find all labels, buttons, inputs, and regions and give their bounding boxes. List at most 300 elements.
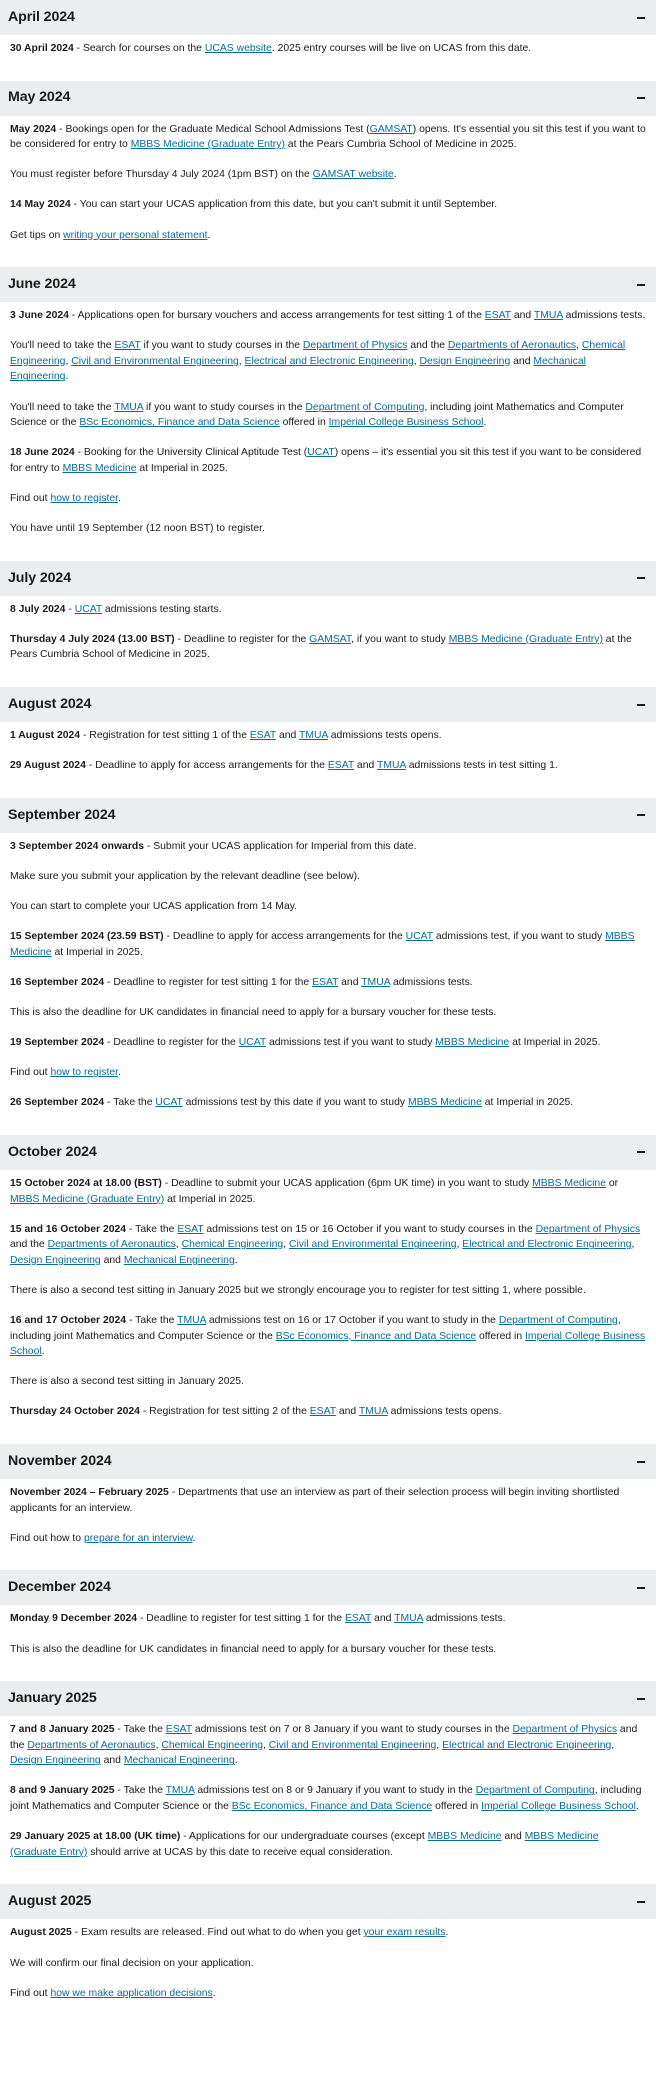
body-text: admissions test if you want to study bbox=[266, 1037, 436, 1049]
body-text: Find out bbox=[10, 1067, 51, 1079]
body-text: and bbox=[335, 1406, 359, 1418]
date-label: Thursday 24 October 2024 bbox=[10, 1406, 140, 1418]
date-label: August 2025 bbox=[10, 1927, 72, 1939]
accordion-header-july-2024[interactable] bbox=[0, 561, 656, 596]
link[interactable]: Department of Computing bbox=[475, 1785, 595, 1797]
date-label: 18 June 2024 bbox=[10, 447, 75, 459]
link[interactable]: Electrical and Electronic Engineering bbox=[442, 1739, 612, 1751]
timeline-entry bbox=[10, 1722, 646, 1769]
section-january-2025 bbox=[0, 1681, 656, 1872]
section-content bbox=[0, 116, 656, 256]
body-text: , bbox=[175, 1239, 182, 1251]
body-text: . bbox=[445, 1927, 449, 1939]
body-text: Get tips on bbox=[10, 229, 64, 241]
timeline-entry bbox=[10, 1222, 646, 1269]
date-label: 26 September 2024 bbox=[10, 1097, 105, 1109]
timeline-entry bbox=[10, 1035, 646, 1051]
section-december-2024 bbox=[0, 1570, 656, 1669]
body-text: , if you want to study bbox=[351, 633, 449, 645]
body-text: - Search for courses on the bbox=[73, 43, 205, 54]
body-text: - Exam results are released. Find out what to do when you get bbox=[71, 1927, 364, 1939]
link[interactable]: Imperial College Business School bbox=[481, 1801, 636, 1813]
timeline-entry bbox=[10, 1065, 646, 1081]
section-october-2024 bbox=[0, 1135, 656, 1432]
body-text: , including joint Mathematics and Computer Science or the bbox=[10, 1315, 621, 1342]
section-content bbox=[0, 722, 656, 786]
link[interactable]: TMUA bbox=[114, 401, 144, 413]
link[interactable]: ESAT bbox=[249, 730, 277, 742]
body-text: This is also the deadline for UK candidates in financial need to apply for a bursary voucher for these tests. bbox=[10, 1643, 497, 1655]
body-text: at Imperial in 2025. bbox=[481, 1097, 574, 1109]
collapse-icon[interactable] bbox=[637, 577, 645, 579]
link[interactable]: TMUA bbox=[533, 310, 563, 322]
collapse-icon[interactable] bbox=[637, 284, 645, 286]
section-title: November 2024 bbox=[8, 1452, 112, 1469]
body-text: . bbox=[212, 1987, 216, 1999]
body-text: . bbox=[234, 1755, 238, 1767]
body-text: - Departments that use an interview as part of their selection process will begin inviting shortlisted applicants for an interview. bbox=[10, 1487, 620, 1514]
body-text: , bbox=[456, 1239, 463, 1251]
body-text: offered in bbox=[476, 1330, 526, 1342]
body-text: admissions test by this date if you want to study bbox=[182, 1097, 408, 1109]
body-text: admissions tests opens. bbox=[327, 730, 442, 742]
link[interactable]: TMUA bbox=[165, 1785, 195, 1797]
timeline-entry bbox=[10, 632, 646, 663]
link[interactable]: ESAT bbox=[114, 340, 141, 352]
timeline-entry bbox=[10, 308, 646, 324]
timeline-entry bbox=[10, 1829, 646, 1860]
date-label: 15 September 2024 (23.59 BST) bbox=[10, 931, 164, 943]
body-text: should arrive at UCAS by this date to receive equal consideration. bbox=[87, 1846, 393, 1858]
timeline-entry bbox=[10, 228, 646, 244]
timeline-entry bbox=[10, 167, 646, 183]
section-content bbox=[0, 596, 656, 675]
link[interactable]: Electrical and Electronic Engineering bbox=[462, 1239, 632, 1251]
body-text: - Applications for our undergraduate courses (except bbox=[180, 1831, 428, 1843]
body-text: . bbox=[118, 493, 121, 505]
body-text: - Take the bbox=[104, 1097, 156, 1109]
link[interactable]: Civil and Environmental Engineering bbox=[268, 1739, 437, 1751]
link[interactable]: Departments of Aeronautics bbox=[27, 1739, 156, 1751]
link[interactable]: GAMSAT bbox=[369, 123, 413, 135]
body-text: , bbox=[155, 1739, 162, 1751]
date-label: 30 April 2024 bbox=[10, 43, 74, 54]
link[interactable]: ESAT bbox=[177, 1223, 204, 1235]
link[interactable]: Design Engineering bbox=[10, 1755, 101, 1767]
section-content bbox=[0, 1605, 656, 1669]
body-text: . 2025 entry courses will be live on UCAS from this date. bbox=[271, 43, 532, 54]
link[interactable]: how to register bbox=[50, 1067, 119, 1079]
section-content bbox=[0, 35, 656, 69]
link[interactable]: MBBS Medicine (Graduate Entry) bbox=[10, 1831, 599, 1858]
body-text: You can start to complete your UCAS application from 14 May. bbox=[10, 901, 298, 913]
timeline-entry bbox=[10, 491, 646, 507]
link[interactable]: TMUA bbox=[361, 976, 391, 988]
link[interactable]: BSc Economics, Finance and Data Science bbox=[79, 417, 280, 429]
link[interactable]: TMUA bbox=[299, 730, 328, 742]
body-text: offered in bbox=[279, 417, 329, 429]
body-text: There is also a second test sitting in January 2025. bbox=[10, 1376, 244, 1388]
section-may-2024 bbox=[0, 81, 656, 256]
body-text: . bbox=[483, 417, 487, 429]
link[interactable]: Imperial College Business School bbox=[328, 417, 484, 429]
body-text: . bbox=[192, 1532, 196, 1544]
body-text: - bbox=[65, 603, 75, 615]
body-text: There is also a second test sitting in January 2025 but we strongly encourage you to register for test sitting 1, where possible. bbox=[10, 1284, 586, 1296]
body-text: . bbox=[118, 1067, 121, 1079]
body-text: - Applications open for bursary vouchers and access arrangements for test sitting 1 of the bbox=[68, 310, 485, 322]
link[interactable]: ESAT bbox=[165, 1724, 192, 1736]
section-april-2024 bbox=[0, 0, 656, 69]
body-text: admissions tests opens. bbox=[387, 1406, 502, 1418]
link[interactable]: MBBS Medicine bbox=[10, 931, 635, 958]
collapse-icon[interactable] bbox=[637, 814, 645, 816]
timeline-entry bbox=[10, 1531, 646, 1547]
section-content bbox=[0, 302, 656, 549]
body-text: at Imperial in 2025. bbox=[509, 1037, 601, 1049]
body-text: , bbox=[631, 1239, 635, 1251]
timeline-entry bbox=[10, 1642, 646, 1658]
link[interactable]: MBBS Medicine (Graduate Entry) bbox=[10, 1193, 165, 1205]
section-august-2024 bbox=[0, 687, 656, 786]
body-text: We will confirm our final decision on your application. bbox=[10, 1957, 254, 1969]
body-text: , bbox=[238, 355, 245, 367]
link[interactable]: MBBS Medicine bbox=[62, 462, 137, 474]
body-text: You'll need to take the bbox=[10, 340, 115, 352]
body-text: - Registration for test sitting 1 of the bbox=[80, 730, 250, 742]
link[interactable]: MBBS Medicine bbox=[427, 1831, 502, 1843]
link[interactable]: ESAT bbox=[344, 1613, 372, 1625]
body-text: , bbox=[576, 340, 582, 352]
body-text: . bbox=[393, 169, 397, 181]
timeline-entry bbox=[10, 728, 646, 744]
timeline-entry bbox=[10, 445, 646, 476]
body-text: - Take the bbox=[126, 1223, 178, 1235]
section-content bbox=[0, 1716, 656, 1872]
body-text: if you want to study courses in the bbox=[143, 401, 306, 413]
body-text: You have until 19 September (12 noon BST) to register. bbox=[10, 523, 265, 535]
body-text: - Deadline to apply for access arrangements for the bbox=[163, 931, 406, 943]
body-text: - Deadline to submit your UCAS application (6pm UK time) in you want to study bbox=[161, 1177, 533, 1189]
body-text: - Deadline to register for the bbox=[104, 1037, 239, 1049]
link[interactable]: Civil and Environmental Engineering bbox=[71, 355, 239, 367]
section-title: August 2024 bbox=[8, 695, 92, 712]
body-text: admissions tests. bbox=[390, 976, 473, 988]
timeline-entry bbox=[10, 122, 646, 153]
link[interactable]: MBBS Medicine (Graduate Entry) bbox=[130, 139, 285, 151]
timeline-entry bbox=[10, 758, 646, 774]
date-label: 29 January 2025 at 18.00 (UK time) bbox=[10, 1831, 181, 1843]
body-text: and the bbox=[10, 1239, 48, 1251]
body-text: and the bbox=[10, 1724, 638, 1751]
timeline-entry bbox=[10, 1283, 646, 1299]
body-text: or bbox=[606, 1177, 619, 1189]
timeline-entry bbox=[10, 197, 646, 213]
date-label: 16 September 2024 bbox=[10, 976, 105, 988]
accordion-header-may-2024[interactable] bbox=[0, 81, 656, 116]
link[interactable]: UCAT bbox=[238, 1037, 267, 1049]
body-text: Find out bbox=[10, 493, 51, 505]
body-text: ) opens. It's essential you sit this test if you want to be considered for entry to bbox=[10, 123, 646, 151]
accordion-header-november-2024[interactable] bbox=[0, 1444, 656, 1479]
collapse-icon[interactable] bbox=[637, 1901, 645, 1903]
body-text: , bbox=[263, 1739, 269, 1751]
timeline-entry bbox=[10, 899, 646, 915]
date-label: 29 August 2024 bbox=[10, 760, 86, 772]
timeline-entry bbox=[10, 1176, 646, 1207]
body-text: and the bbox=[407, 340, 448, 352]
body-text: and bbox=[354, 760, 377, 772]
body-text: and bbox=[371, 1613, 395, 1625]
date-label: 3 June 2024 bbox=[10, 310, 69, 322]
link[interactable]: TMUA bbox=[358, 1406, 388, 1418]
link[interactable]: MBBS Medicine bbox=[407, 1097, 482, 1109]
section-content bbox=[0, 1170, 656, 1432]
body-text: - Take the bbox=[126, 1315, 178, 1327]
link[interactable]: MBBS Medicine (Graduate Entry) bbox=[448, 633, 603, 645]
body-text: offered in bbox=[432, 1801, 482, 1813]
link[interactable]: Imperial College Business School bbox=[10, 1330, 646, 1358]
link[interactable]: GAMSAT website bbox=[312, 169, 394, 181]
link[interactable]: Department of Physics bbox=[512, 1724, 618, 1736]
section-title: October 2024 bbox=[8, 1143, 97, 1160]
date-label: 15 and 16 October 2024 bbox=[10, 1223, 127, 1235]
section-title: August 2025 bbox=[8, 1893, 92, 1910]
section-title: January 2025 bbox=[8, 1689, 97, 1706]
date-label: 16 and 17 October 2024 bbox=[10, 1315, 127, 1327]
timeline-entry bbox=[10, 1986, 646, 2002]
body-text: admissions testing starts. bbox=[102, 603, 222, 615]
body-text: - Deadline to register for the bbox=[174, 633, 310, 645]
link[interactable]: ESAT bbox=[309, 1406, 336, 1418]
date-label: 14 May 2024 bbox=[10, 199, 71, 211]
body-text: . bbox=[635, 1801, 639, 1813]
link[interactable]: Design Engineering bbox=[419, 355, 511, 367]
body-text: , bbox=[436, 1739, 443, 1751]
link[interactable]: Department of Computing bbox=[305, 401, 425, 413]
date-label: Monday 9 December 2024 bbox=[10, 1613, 138, 1625]
link[interactable]: writing your personal statement bbox=[63, 229, 208, 241]
section-title: May 2024 bbox=[8, 89, 71, 106]
date-label: Thursday 4 July 2024 (13.00 BST) bbox=[10, 633, 175, 645]
timeline-entry bbox=[10, 338, 646, 385]
link[interactable]: ESAT bbox=[327, 760, 355, 772]
section-title: September 2024 bbox=[8, 806, 116, 823]
section-title: June 2024 bbox=[8, 276, 76, 292]
body-text: This is also the deadline for UK candidates in financial need to apply for a bursary voucher for these tests. bbox=[10, 1006, 497, 1018]
body-text: - Deadline to apply for access arrangements for the bbox=[85, 760, 328, 772]
timeline-entry bbox=[10, 1404, 646, 1420]
accordion-header-december-2024[interactable] bbox=[0, 1570, 656, 1605]
accordion-header-june-2024[interactable] bbox=[0, 267, 656, 302]
body-text: at Imperial in 2025. bbox=[164, 1193, 256, 1205]
section-title: December 2024 bbox=[8, 1579, 111, 1596]
link[interactable]: GAMSAT bbox=[309, 633, 352, 645]
accordion-header-october-2024[interactable] bbox=[0, 1135, 656, 1170]
link[interactable]: Department of Physics bbox=[535, 1223, 641, 1235]
timeline-entry bbox=[10, 975, 646, 991]
body-text: . bbox=[65, 371, 69, 383]
link[interactable]: how to register bbox=[50, 493, 119, 505]
link[interactable]: Mechanical Engineering bbox=[123, 1254, 235, 1266]
link[interactable]: TMUA bbox=[177, 1315, 206, 1327]
timeline-entry bbox=[10, 1956, 646, 1972]
link[interactable]: Departments of Aeronautics bbox=[47, 1239, 176, 1251]
body-text: , including joint Mathematics and Computer Science or the bbox=[10, 1785, 642, 1813]
date-label: 19 September 2024 bbox=[10, 1037, 105, 1049]
body-text: and bbox=[510, 310, 534, 322]
date-label: 3 September 2024 onwards bbox=[10, 840, 144, 852]
timeline-entry bbox=[10, 929, 646, 960]
collapse-icon[interactable] bbox=[637, 704, 645, 706]
section-content bbox=[0, 833, 656, 1123]
body-text: and bbox=[338, 976, 362, 988]
body-text: admissions test, if you want to study bbox=[432, 931, 606, 943]
body-text: and bbox=[276, 730, 299, 742]
body-text: - Registration for test sitting 2 of the bbox=[139, 1406, 310, 1418]
timeline-entry bbox=[10, 1095, 646, 1111]
body-text: You must register before Thursday 4 July 2024 (1pm BST) on the bbox=[10, 169, 313, 181]
body-text: Find out how to bbox=[10, 1532, 84, 1544]
body-text: - Booking for the University Clinical Aptitude Test ( bbox=[74, 447, 308, 459]
link[interactable]: Electrical and Electronic Engineering bbox=[244, 355, 414, 367]
section-title: July 2024 bbox=[8, 569, 71, 586]
timeline-entry bbox=[10, 1313, 646, 1360]
body-text: - You can start your UCAS application from this date, but you can't submit it until September. bbox=[70, 199, 498, 211]
body-text: . bbox=[41, 1346, 45, 1358]
body-text: admissions tests. bbox=[562, 310, 646, 322]
body-text: - Deadline to register for test sitting 1 for the bbox=[137, 1613, 345, 1625]
body-text: if you want to study courses in the bbox=[140, 340, 303, 352]
link[interactable]: MBBS Medicine bbox=[532, 1177, 606, 1189]
body-text: - Take the bbox=[114, 1724, 166, 1736]
link[interactable]: Chemical Engineering bbox=[10, 340, 626, 367]
body-text: , bbox=[413, 355, 420, 367]
accordion-header-august-2024[interactable] bbox=[0, 687, 656, 722]
body-text: at the Pears Cumbria School of Medicine in 2025. bbox=[10, 633, 632, 661]
timeline-entry bbox=[10, 41, 646, 57]
body-text: You'll need to take the bbox=[10, 401, 115, 413]
body-text: , bbox=[283, 1239, 289, 1251]
accordion-header-august-2025[interactable] bbox=[0, 1884, 656, 1919]
link[interactable]: Department of Computing bbox=[498, 1315, 618, 1327]
section-august-2025 bbox=[0, 1884, 656, 2013]
section-september-2024 bbox=[0, 798, 656, 1123]
collapse-icon[interactable] bbox=[637, 1461, 645, 1463]
link[interactable]: UCAT bbox=[155, 1097, 183, 1109]
link[interactable]: Civil and Environmental Engineering bbox=[289, 1239, 457, 1251]
body-text: and bbox=[100, 1254, 124, 1266]
accordion-header-january-2025[interactable] bbox=[0, 1681, 656, 1716]
body-text: admissions test on 15 or 16 October if you want to study courses in the bbox=[203, 1223, 536, 1235]
link[interactable]: Chemical Engineering bbox=[181, 1239, 284, 1251]
timeline-entry bbox=[10, 602, 646, 618]
link[interactable]: your exam results bbox=[363, 1927, 446, 1939]
collapse-icon[interactable] bbox=[637, 1151, 645, 1153]
section-july-2024 bbox=[0, 561, 656, 675]
body-text: Find out bbox=[10, 1987, 51, 1999]
body-text: . bbox=[234, 1254, 238, 1266]
date-label: May 2024 bbox=[10, 123, 57, 135]
date-label: 8 and 9 January 2025 bbox=[10, 1785, 115, 1797]
link[interactable]: UCAT bbox=[307, 447, 335, 459]
collapse-icon[interactable] bbox=[637, 97, 645, 99]
accordion-header-april-2024[interactable] bbox=[0, 0, 656, 35]
link[interactable]: Design Engineering bbox=[10, 1254, 101, 1266]
link[interactable]: Department of Physics bbox=[302, 340, 408, 352]
link[interactable]: UCAT bbox=[74, 603, 103, 615]
section-title: April 2024 bbox=[8, 8, 75, 25]
link[interactable]: Mechanical Engineering bbox=[123, 1755, 235, 1767]
link[interactable]: BSc Economics, Finance and Data Science bbox=[231, 1801, 433, 1813]
timeline-entry bbox=[10, 1611, 646, 1627]
link[interactable]: Departments of Aeronautics bbox=[447, 340, 577, 352]
section-november-2024 bbox=[0, 1444, 656, 1558]
section-content bbox=[0, 1479, 656, 1558]
timeline-entry bbox=[10, 839, 646, 855]
link[interactable]: UCAS website bbox=[204, 43, 272, 54]
link[interactable]: Chemical Engineering bbox=[161, 1739, 263, 1751]
timeline-entry bbox=[10, 521, 646, 537]
body-text: admissions test on 7 or 8 January if you want to study courses in the bbox=[191, 1724, 513, 1736]
date-label: 8 July 2024 bbox=[10, 603, 66, 615]
body-text: - Take the bbox=[114, 1785, 166, 1797]
timeline-entry bbox=[10, 1485, 646, 1516]
link[interactable]: UCAT bbox=[405, 931, 433, 943]
body-text: Make sure you submit your application by the relevant deadline (see below). bbox=[10, 870, 361, 882]
date-label: 1 August 2024 bbox=[10, 730, 81, 742]
body-text: , bbox=[611, 1739, 615, 1751]
body-text: - Deadline to register for test sitting 1 for the bbox=[104, 976, 313, 988]
timeline-entry bbox=[10, 1783, 646, 1814]
link[interactable]: Mechanical Engineering bbox=[10, 355, 586, 383]
body-text: , including joint Mathematics and Computer Science or the bbox=[10, 401, 624, 429]
date-label: 15 October 2024 at 18.00 (BST) bbox=[10, 1177, 162, 1189]
body-text: at Imperial in 2025. bbox=[51, 946, 143, 958]
body-text: admissions tests. bbox=[422, 1613, 506, 1625]
body-text: , bbox=[65, 355, 72, 367]
body-text: admissions test on 8 or 9 January if you want to study in the bbox=[194, 1785, 476, 1797]
timeline-entry bbox=[10, 1005, 646, 1021]
accordion-header-september-2024[interactable] bbox=[0, 798, 656, 833]
link[interactable]: TMUA bbox=[394, 1613, 423, 1625]
body-text: and bbox=[100, 1755, 124, 1767]
timeline-entry bbox=[10, 400, 646, 431]
link[interactable]: ESAT bbox=[484, 310, 511, 322]
body-text: at the Pears Cumbria School of Medicine in 2025. bbox=[284, 139, 517, 151]
body-text: - Bookings open for the Graduate Medical School Admissions Test ( bbox=[56, 123, 370, 135]
link[interactable]: BSc Economics, Finance and Data Science bbox=[275, 1330, 477, 1342]
timeline-entry bbox=[10, 869, 646, 885]
link[interactable]: TMUA bbox=[376, 760, 406, 772]
timeline-entry bbox=[10, 1374, 646, 1390]
timeline-entry bbox=[10, 1925, 646, 1941]
section-june-2024 bbox=[0, 267, 656, 549]
link[interactable]: prepare for an interview bbox=[83, 1532, 193, 1544]
date-label: 7 and 8 January 2025 bbox=[10, 1724, 115, 1736]
collapse-icon[interactable] bbox=[637, 17, 645, 19]
collapse-icon[interactable] bbox=[637, 1698, 645, 1700]
section-content bbox=[0, 1919, 656, 2013]
body-text: ) opens – it's essential you sit this test if you want to be considered for entry to bbox=[10, 447, 642, 474]
link[interactable]: MBBS Medicine bbox=[435, 1037, 510, 1049]
link[interactable]: how we make application decisions bbox=[50, 1987, 213, 1999]
body-text: admissions test on 16 or 17 October if you want to study in the bbox=[206, 1315, 499, 1327]
link[interactable]: ESAT bbox=[312, 976, 339, 988]
body-text: and bbox=[510, 355, 534, 367]
collapse-icon[interactable] bbox=[637, 1587, 645, 1589]
body-text: at Imperial in 2025. bbox=[136, 462, 228, 474]
